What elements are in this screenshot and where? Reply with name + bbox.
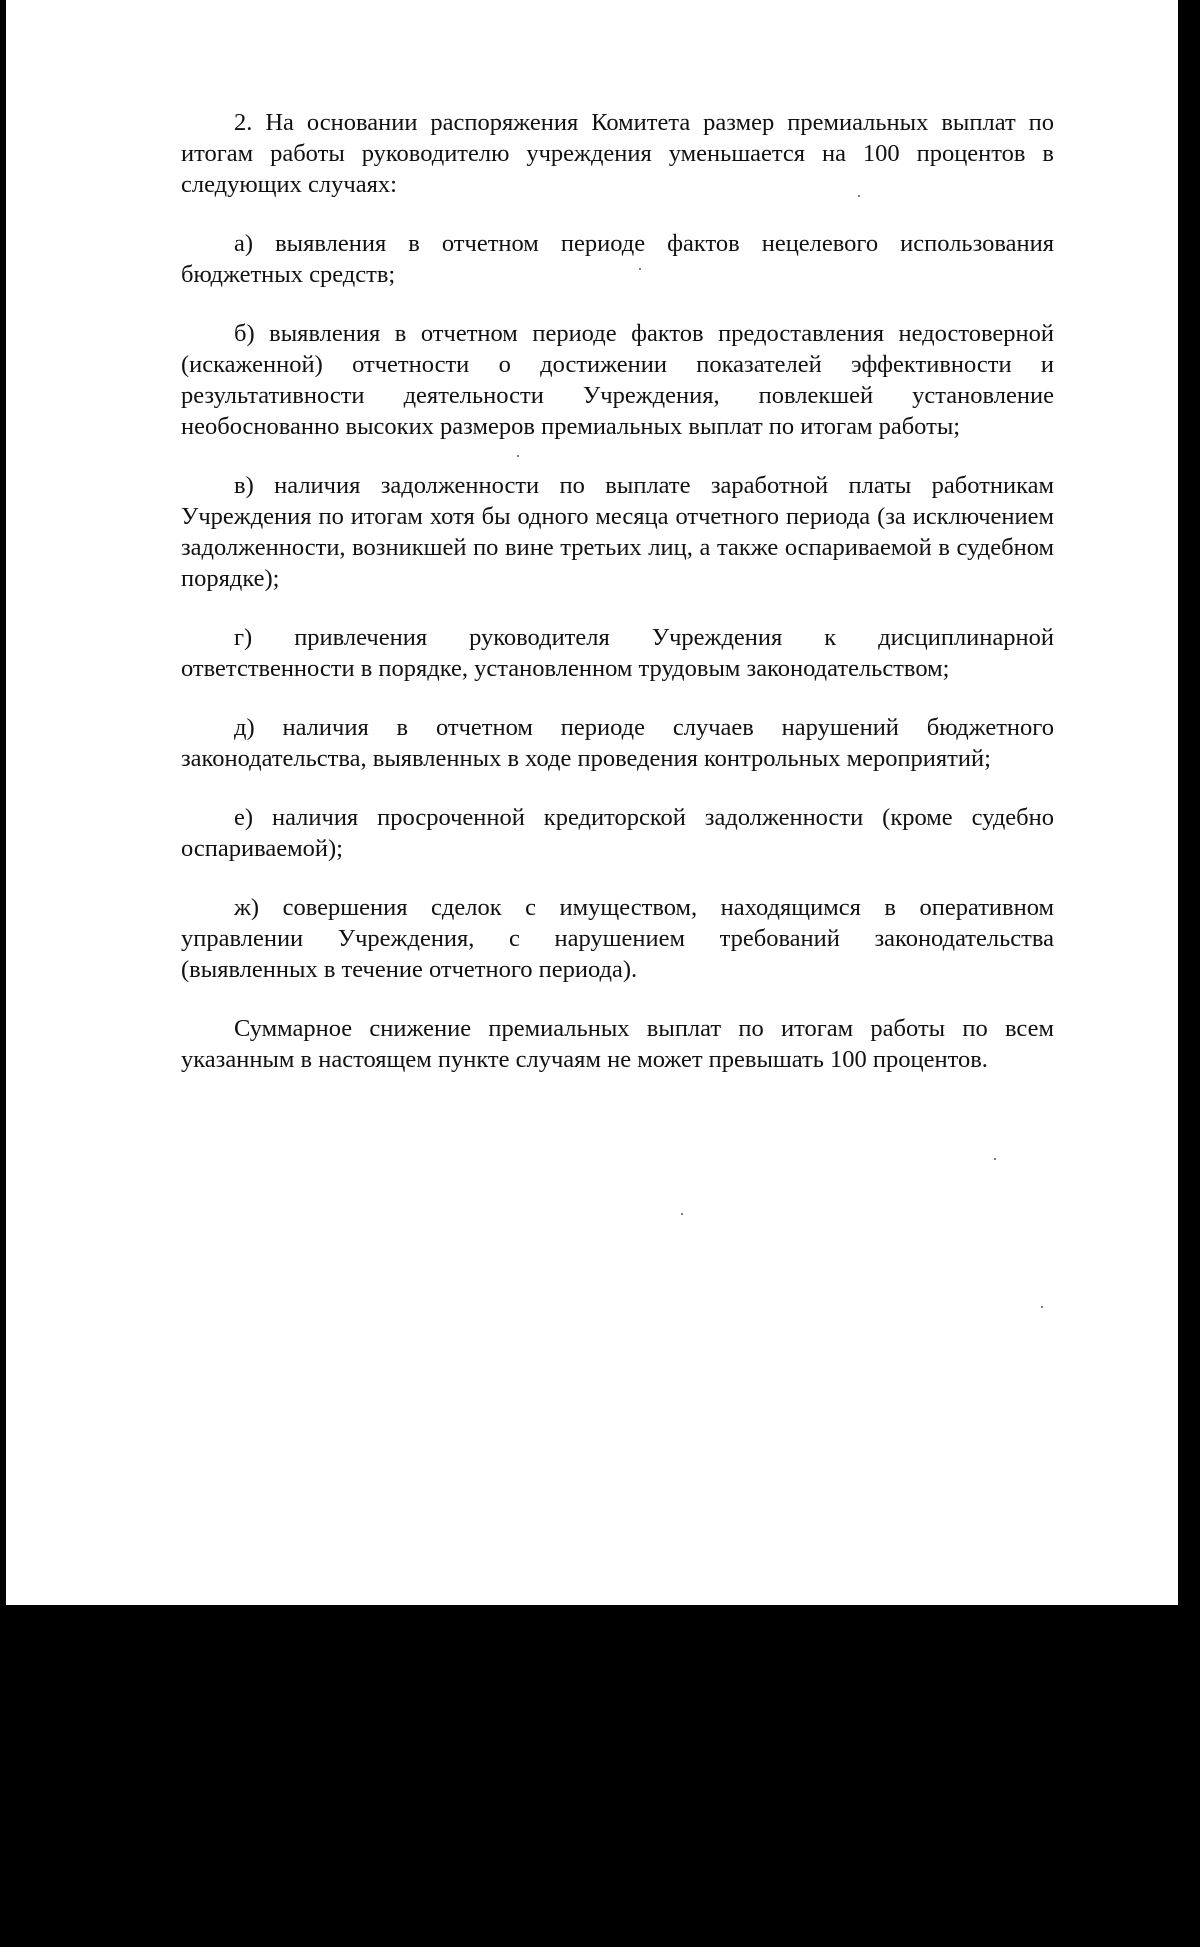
paragraph-summary: Суммарное снижение премиальных выплат по итогам работы по всем указанным в настоящем пункте случаям не может превышать 100 процентов. xyxy=(181,1015,1054,1073)
paragraph-case-b: б) выявления в отчетном периоде фактов предоставления недостоверной (искаженной) отчетности о достижении показателей эффективности и результативности деятельности Учреждения, повлекшей установление необоснованно высоких размеров премиальных выплат по итогам работы; xyxy=(181,320,1054,440)
paragraph-case-d: д) наличия в отчетном периоде случаев нарушений бюджетного законодательства, выявленных в ходе проведения контрольных мероприятий; xyxy=(181,714,1054,772)
paragraph-case-zh: ж) совершения сделок с имуществом, находящимся в оперативном управлении Учреждения, с нарушением требований законодательства (выявленных в течение отчетного периода). xyxy=(181,894,1054,983)
scan-speck xyxy=(681,1213,683,1215)
scan-speck xyxy=(639,268,641,270)
scan-speck xyxy=(517,455,519,457)
scan-speck xyxy=(1041,1306,1043,1308)
paragraph-case-v: в) наличия задолженности по выплате заработной платы работникам Учреждения по итогам хотя бы одного месяца отчетного периода (за исключением задолженности, возникшей по вине третьих лиц, а также оспариваемой в судебном порядке); xyxy=(181,472,1054,592)
paragraph-case-a: а) выявления в отчетном периоде фактов нецелевого использования бюджетных средств; xyxy=(181,230,1054,288)
scan-border-bottom xyxy=(0,1605,1200,1947)
document-body xyxy=(181,107,1054,1075)
paragraph-case-g: г) привлечения руководителя Учреждения к дисциплинарной ответственности в порядке, установленном трудовым законодательством; xyxy=(181,624,1054,682)
scan-speck xyxy=(858,195,860,197)
paragraph-intro: 2. На основании распоряжения Комитета размер премиальных выплат по итогам работы руководителю учреждения уменьшается на 100 процентов в следующих случаях: xyxy=(181,109,1054,198)
scan-speck xyxy=(994,1158,996,1160)
paragraph-case-e: е) наличия просроченной кредиторской задолженности (кроме судебно оспариваемой); xyxy=(181,804,1054,862)
